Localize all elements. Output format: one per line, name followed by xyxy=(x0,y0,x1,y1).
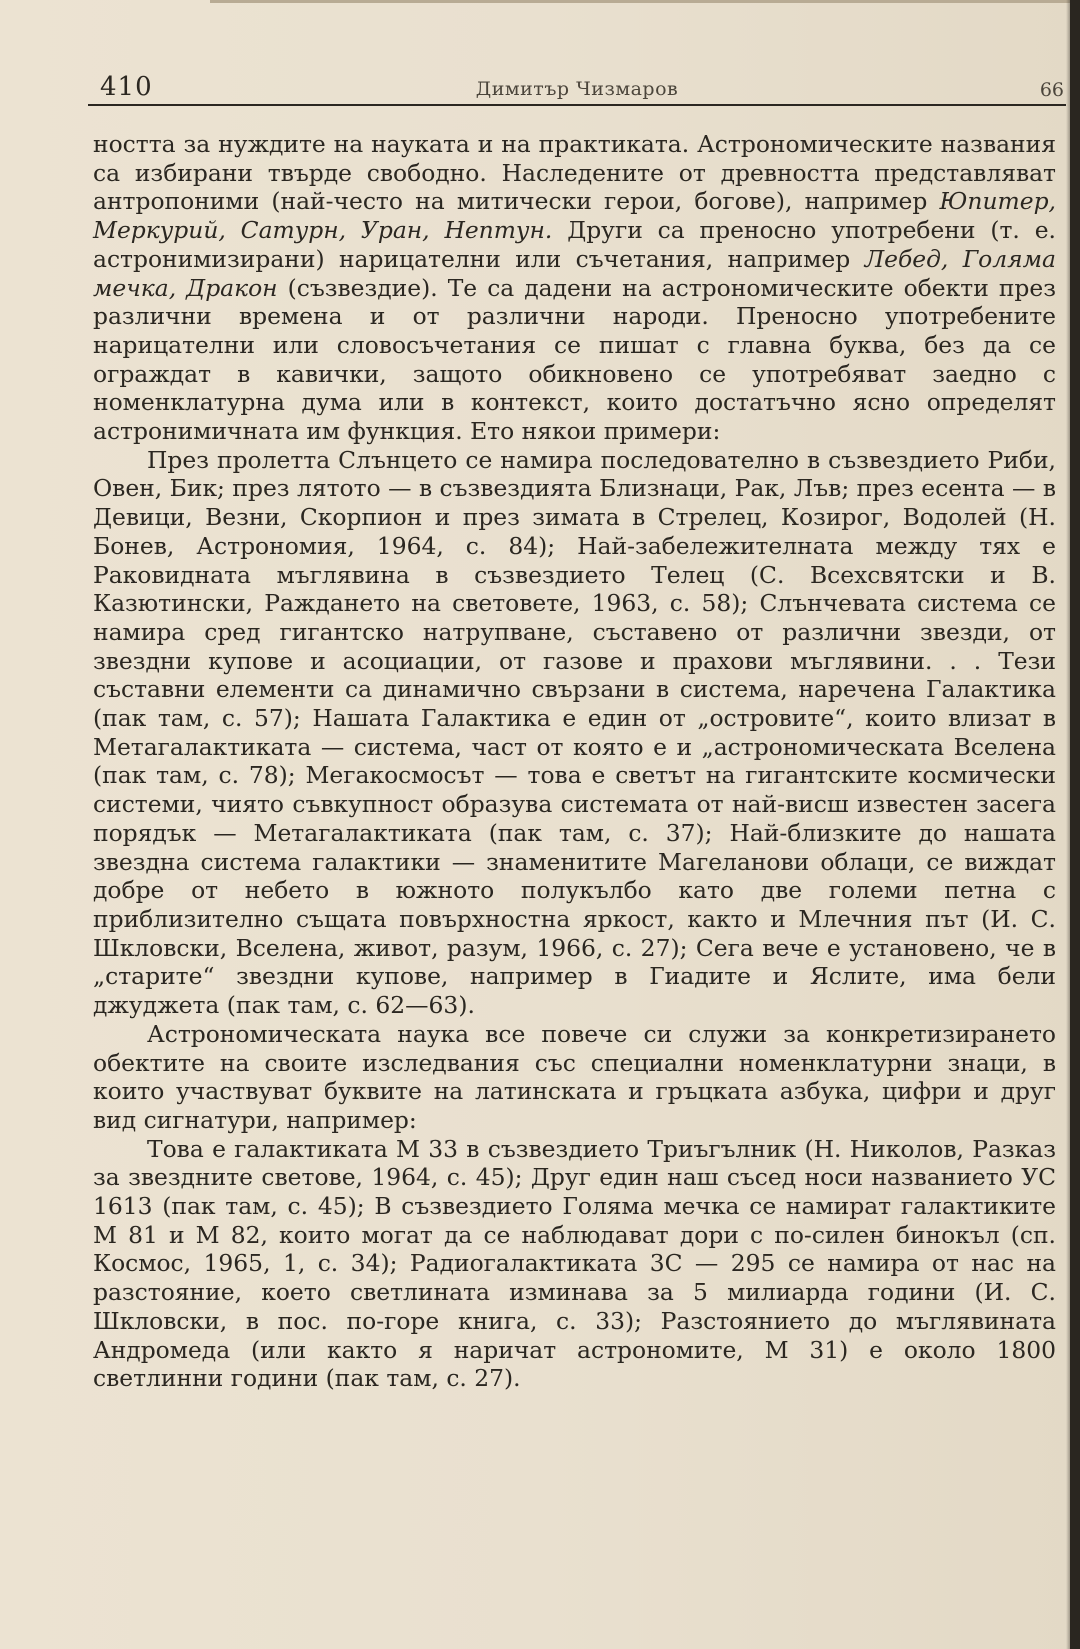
paragraph-1 xyxy=(93,130,1056,446)
paragraph-1-italic-planets: Юпитер, Меркурий, Сатурн, Уран, Нептун. xyxy=(93,187,1056,245)
top-edge-rule xyxy=(210,0,1080,3)
running-head-author: Димитър Чизмаров xyxy=(475,78,679,100)
corner-number: 66 xyxy=(1039,79,1064,101)
paragraph-1-text-c: (съзвездие). Те са дадени на астрономическите обекти през различни времена и от различни народи. Преносно употребените нарицателни или словосъчетания се пишат с главна буква, без да се ограждат в кавички, защото обикновено се употребяват заедно с номенклатурна дума или в контекст, които достатъчно ясно определят астронимичната им функция. Ето някои примери: xyxy=(93,273,1056,446)
paragraph-1-text-b: Други са преносно употребени (т. е. астронимизирани) нарицателни или съчетания, например xyxy=(93,216,1056,273)
page-header xyxy=(88,70,1066,106)
book-spine xyxy=(1070,0,1080,1649)
paragraph-1-text-a: ността за нуждите на науката и на практиката. Астрономическите названия са избирани твърде свободно. Наследените от древността представляват антропоними (най-често на митически герои, богове), например xyxy=(93,130,1056,216)
paragraph-1-italic-constellations: Лебед, Голяма мечка, Дракон xyxy=(93,244,1056,302)
body-text xyxy=(93,130,1056,1393)
paragraph-2: През пролетта Слънцето се намира последователно в съзвездието Риби, Овен, Бик; през лятото — в съзвездията Близнаци, Рак, Лъв; през есента — в Девици, Везни, Скорпион и през зимата в Стрелец, Козирог, Водолей (Н. Бонев, Астрономия, 1964, с. 84); Най-забележителната между тях е Раковидната мъглявина в съзвездието Телец (С. Всехсвятски и В. Казютински, Раждането на световете, 1963, с. 58); Слънчевата система се намира сред гигантско натрупване, съставено от различни звезди, от звездни купове и асоциации, от газове и прахови мъглявини. . . Тези съставни елементи са динамично свързани в система, наречена Галактика (пак там, с. 57); Нашата Галактика е един от „островите“, които влизат в Метагалактиката — система, част от която е и „астрономическата Вселена (пак там, с. 78); Мегакосмосът — това е светът на гигантските космически системи, чиято съвкупност образува системата от най-висш известен засега порядък — Метагалактиката (пак там, с. 37); Най-близките до нашата звездна система галактики — знаменитите Магеланови облаци, се виждат добре от небето в южното полукълбо като две големи петна с приблизително същата повърхностна яркост, както и Млечния път (И. С. Шкловски, Вселена, живот, разум, 1966, с. 27); Сега вече е установено, че в „старите“ звездни купове, например в Гиадите и Яслите, има бели джуджета (пак там, с. 62—63). xyxy=(93,445,1056,1020)
paragraph-3: Астрономическата наука все повече си служи за конкретизирането обектите на своите изследвания със специални номенклатурни знаци, в които участвуват буквите на латинската и гръцката азбука, цифри и друг вид сигнатури, например: xyxy=(93,1019,1056,1134)
page-number: 410 xyxy=(100,72,153,102)
paragraph-4: Това е галактиката М 33 в съзвездието Триъгълник (Н. Николов, Разказ за звездните светове, 1964, с. 45); Друг един наш съсед носи названието УС 1613 (пак там, с. 45); В съзвездието Голяма мечка се намират галактиките М 81 и М 82, които могат да се наблюдават дори с по-силен бинокъл (сп. Космос, 1965, 1, с. 34); Радиогалактиката 3С — 295 се намира от нас на разстояние, което светлината изминава за 5 милиарда години (И. С. Шкловски, в пос. по-горе книга, с. 33); Разстоянието до мъглявината Андромеда (или както я наричат астрономите, М 31) е около 1800 светлинни години (пак там, с. 27). xyxy=(93,1134,1056,1393)
